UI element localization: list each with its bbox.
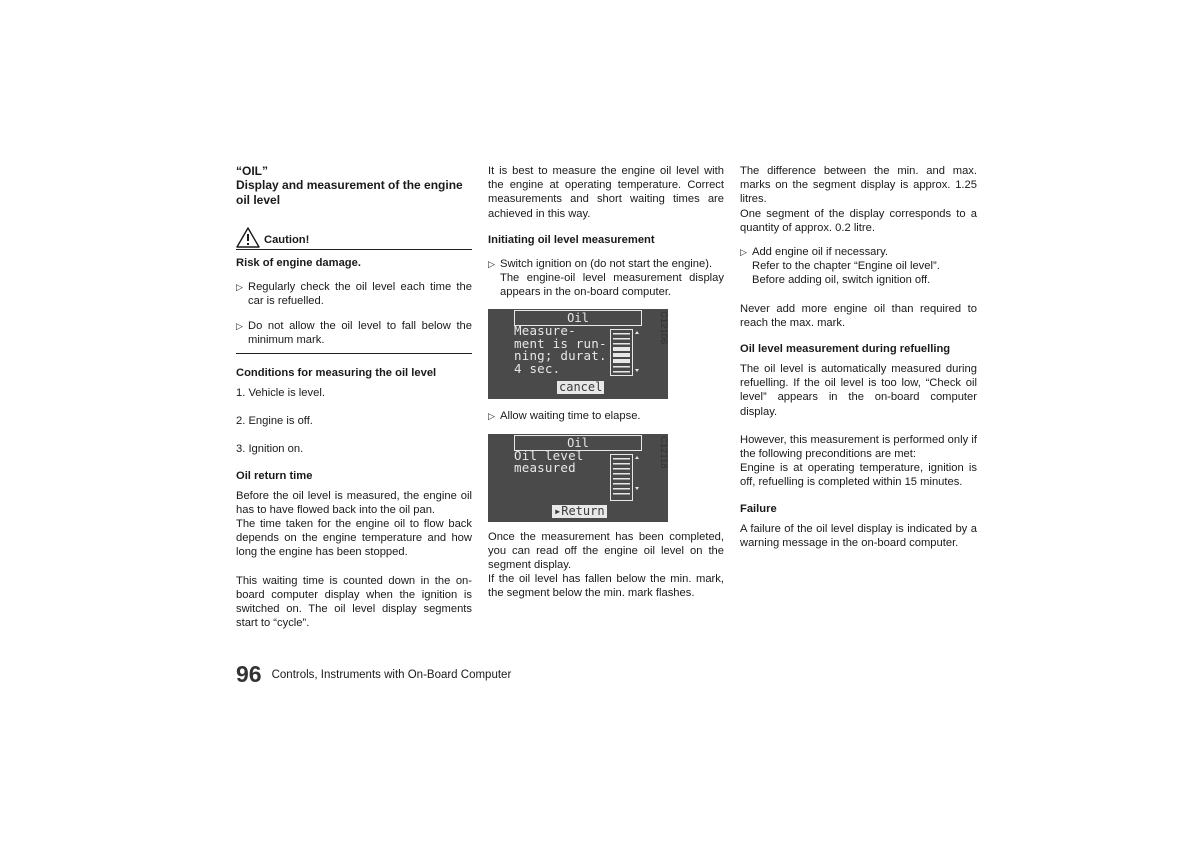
page-number: 96 bbox=[236, 661, 262, 687]
refuel-text-3: Engine is at operating temperature, ignition is off, refuelling is completed within 15 minutes. bbox=[740, 462, 977, 489]
refuel-text-1: The oil level is automatically measured during refuelling. If the oil level is too low, “Check oil level” appears in the on-board computer display. bbox=[740, 363, 977, 418]
outro-text-1: Once the measurement has been completed, you can read off the engine oil level on the segment display. bbox=[488, 530, 724, 572]
warning-triangle-icon bbox=[236, 227, 260, 248]
return-text-2: The time taken for the engine oil to flow back depends on the engine temperature and how long the engine has been stopped. bbox=[236, 517, 472, 559]
return-heading: Oil return time bbox=[236, 469, 313, 482]
outro-text-2: If the oil level has fallen below the min. mark, the segment below the min. mark flashes. bbox=[488, 573, 724, 600]
return-button: ▸Return bbox=[554, 503, 605, 518]
column-middle bbox=[488, 164, 724, 601]
segment-gauge-icon bbox=[610, 329, 640, 377]
display-title: Oil bbox=[514, 310, 642, 326]
bullet-triangle-icon: ▷ bbox=[488, 258, 495, 269]
main-heading: Display and measurement of the engine oil level bbox=[236, 178, 463, 207]
display-measuring-wrap bbox=[488, 309, 724, 399]
play-arrow-icon: ▸ bbox=[554, 503, 562, 518]
step-add-oil: ▷ Add engine oil if necessary. Refer to the chapter “Engine oil level”. Before adding oil, switch ignition off. bbox=[740, 246, 940, 287]
risk-text: Risk of engine damage. bbox=[236, 256, 361, 269]
intro-text: It is best to measure the engine oil level with the engine at operating temperature. Correct measurements and short waiting times are achieved in this way. bbox=[488, 165, 724, 220]
condition-1: 1. Vehicle is level. bbox=[236, 386, 325, 399]
init-heading: Initiating oil level measurement bbox=[488, 233, 655, 246]
step-ignition-note: The engine-oil level measurement display appears in the on-board computer. bbox=[500, 272, 724, 299]
condition-2: 2. Engine is off. bbox=[236, 415, 313, 428]
never-text: Never add more engine oil than required to reach the max. mark. bbox=[740, 302, 977, 329]
divider bbox=[236, 353, 472, 354]
segment-gauge-icon bbox=[610, 454, 640, 502]
return-text-3: This waiting time is counted down in the on-board computer display when the ignition is switched on. The oil level display segments start to “cycle”. bbox=[236, 574, 472, 630]
bullet-triangle-icon: ▷ bbox=[488, 411, 495, 422]
figure-code: C12106 bbox=[658, 311, 669, 345]
oil-title: “OIL” bbox=[236, 164, 268, 178]
failure-heading: Failure bbox=[740, 502, 777, 515]
caution-box bbox=[236, 227, 472, 250]
display-measured-wrap bbox=[488, 434, 724, 522]
display-message: Oil level measured bbox=[514, 447, 584, 476]
display-measured bbox=[488, 434, 668, 522]
return-text-1: Before the oil level is measured, the engine oil has to have flowed back into the oil pan. bbox=[236, 489, 472, 516]
column-left bbox=[236, 164, 472, 630]
refuel-heading: Oil level measurement during refuelling bbox=[740, 343, 951, 356]
conditions-heading: Conditions for measuring the oil level bbox=[236, 366, 437, 379]
bullet-triangle-icon: ▷ bbox=[236, 320, 243, 331]
page-footer bbox=[236, 662, 511, 686]
condition-3: 3. Ignition on. bbox=[236, 443, 304, 456]
failure-text: A failure of the oil level display is indicated by a warning message in the on-board computer. bbox=[740, 522, 977, 549]
bullet-min-mark: ▷ Do not allow the oil level to fall below the minimum mark. bbox=[236, 319, 472, 346]
refuel-text-2: However, this measurement is performed only if the following preconditions are met: bbox=[740, 433, 977, 461]
display-message: Measure- ment is run- ning; durat. 4 sec. bbox=[514, 323, 607, 376]
difference-text: The difference between the min. and max. marks on the segment display is approx. 1.25 litres. bbox=[740, 165, 977, 206]
segment-text: One segment of the display corresponds to a quantity of approx. 0.2 litre. bbox=[740, 207, 977, 234]
step-wait: ▷ Allow waiting time to elapse. bbox=[488, 410, 641, 423]
bullet-check-oil: ▷ Regularly check the oil level each time the car is refuelled. bbox=[236, 281, 472, 308]
column-right bbox=[740, 164, 977, 550]
figure-code: C12118 bbox=[658, 435, 669, 469]
display-measuring bbox=[488, 309, 668, 399]
bullet-triangle-icon: ▷ bbox=[236, 282, 243, 293]
cancel-button: cancel bbox=[559, 380, 603, 395]
section-title: Controls, Instruments with On-Board Computer bbox=[271, 669, 512, 681]
display-title: Oil bbox=[514, 435, 642, 451]
caution-label: Caution! bbox=[264, 233, 310, 246]
bullet-triangle-icon: ▷ bbox=[740, 247, 747, 258]
step-ignition: ▷ Switch ignition on (do not start the engine). bbox=[488, 257, 713, 270]
